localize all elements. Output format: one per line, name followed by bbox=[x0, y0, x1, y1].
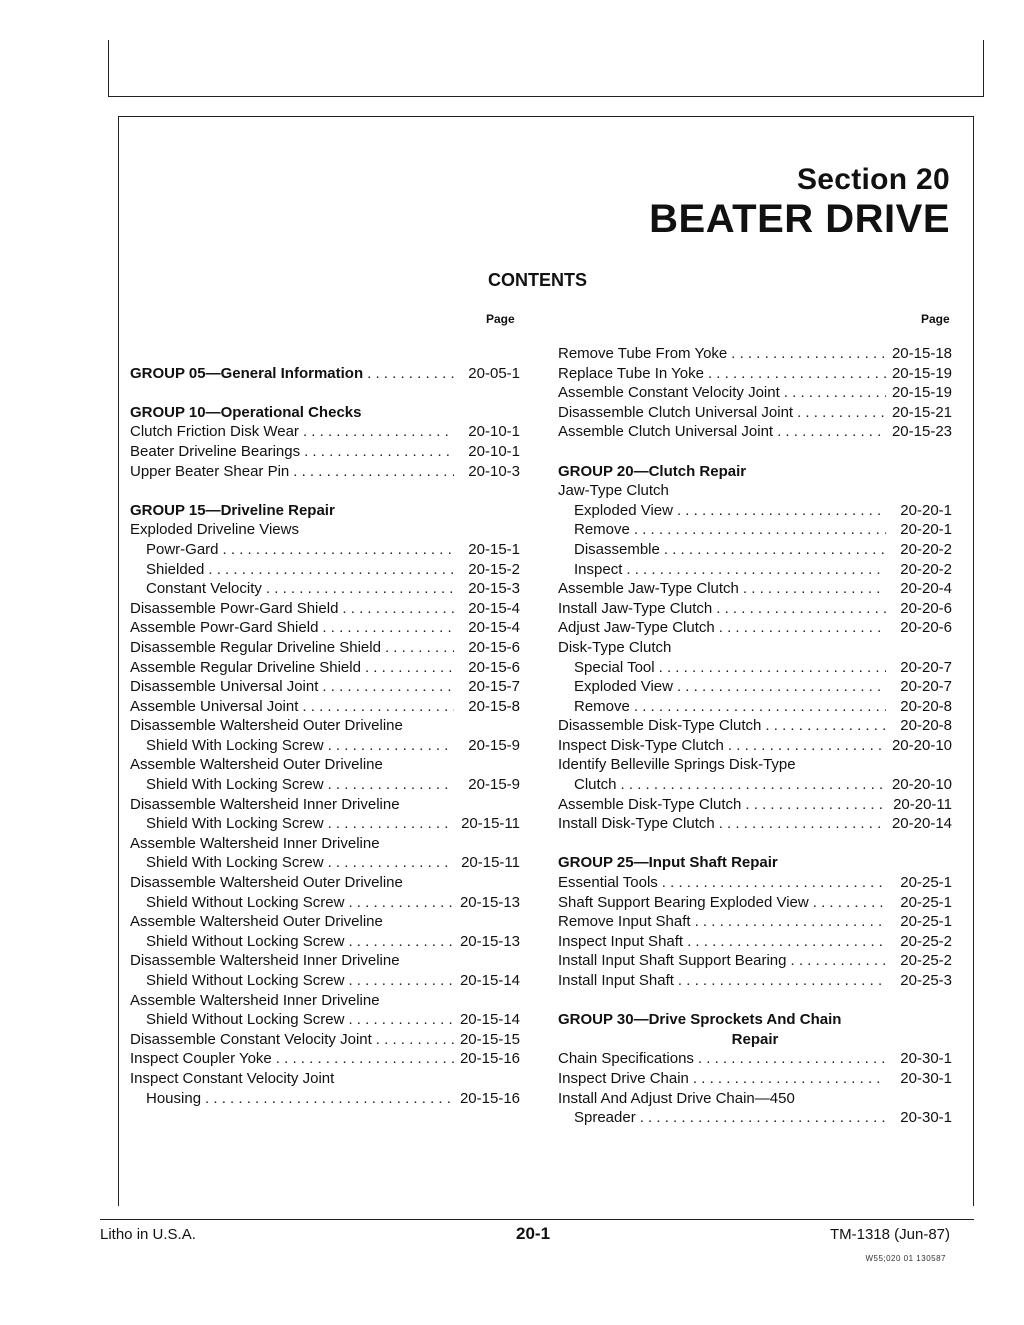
entry-title: Assemble Clutch Universal Joint bbox=[558, 423, 774, 441]
group-heading-text: GROUP 30—Drive Sprockets And Chain bbox=[558, 1011, 842, 1029]
group-heading bbox=[558, 462, 952, 482]
entry-page-number: 20-15-4 bbox=[468, 599, 520, 617]
entry-title: Assemble Powr-Gard Shield bbox=[130, 619, 319, 637]
entry-title: Inspect bbox=[574, 560, 623, 578]
contents-entry bbox=[558, 422, 952, 442]
group-heading bbox=[130, 364, 520, 384]
contents-entry bbox=[130, 951, 520, 971]
entry-page-number: 20-30-1 bbox=[900, 1050, 952, 1068]
entry-title: Assemble Universal Joint bbox=[130, 697, 299, 715]
dot-leader bbox=[365, 658, 454, 678]
dot-leader bbox=[634, 697, 886, 717]
dot-leader bbox=[634, 520, 886, 540]
entry-title: Disassemble Universal Joint bbox=[130, 678, 319, 696]
contents-entry bbox=[558, 579, 952, 599]
dot-leader bbox=[719, 618, 886, 638]
contents-entry bbox=[130, 1049, 520, 1069]
contents-entry bbox=[130, 697, 520, 717]
entry-page-number: 20-15-7 bbox=[468, 678, 520, 696]
dot-leader bbox=[223, 540, 454, 560]
entry-title: Shield With Locking Screw bbox=[146, 815, 324, 833]
entry-title: Install Input Shaft Support Bearing bbox=[558, 952, 787, 970]
contents-entry bbox=[130, 814, 520, 834]
entry-title: Inspect Coupler Yoke bbox=[130, 1050, 272, 1068]
entry-page-number: 20-15-16 bbox=[459, 1089, 520, 1107]
entry-title: Install Disk-Type Clutch bbox=[558, 815, 715, 833]
entry-title: Remove Tube From Yoke bbox=[558, 345, 728, 362]
footer-fine-print: W55;020 01 130587 bbox=[865, 1254, 946, 1263]
entry-page-number: 20-20-6 bbox=[900, 619, 952, 637]
page-column-label-left: Page bbox=[486, 312, 515, 326]
frame-line-right bbox=[973, 116, 974, 1206]
entry-title: Special Tool bbox=[574, 658, 655, 676]
dot-leader bbox=[777, 422, 886, 442]
crop-line-top-left-vertical bbox=[108, 40, 109, 96]
dot-leader bbox=[659, 658, 886, 678]
entry-page-number: 20-15-19 bbox=[891, 384, 952, 402]
entry-page-number: 20-20-2 bbox=[900, 540, 952, 558]
entry-title: Exploded Driveline Views bbox=[130, 521, 299, 539]
entry-page-number: 20-15-14 bbox=[459, 972, 520, 989]
contents-entry bbox=[130, 932, 520, 952]
dot-leader bbox=[626, 560, 886, 580]
entry-title: Clutch bbox=[574, 776, 617, 794]
entry-page-number: 20-20-8 bbox=[900, 697, 952, 715]
dot-leader bbox=[266, 579, 454, 599]
entry-title: Chain Specifications bbox=[558, 1050, 694, 1068]
entry-page-number: 20-20-8 bbox=[900, 717, 952, 735]
dot-leader bbox=[348, 893, 454, 913]
dot-leader bbox=[322, 677, 454, 697]
contents-entry bbox=[130, 579, 520, 599]
contents-entry bbox=[130, 736, 520, 756]
entry-title: Disassemble Waltersheid Inner Driveline bbox=[130, 952, 400, 970]
entry-title: Exploded View bbox=[574, 678, 673, 696]
entry-title: Assemble Waltersheid Inner Driveline bbox=[130, 834, 380, 852]
footer-manual-id: TM-1318 (Jun-87) bbox=[829, 1226, 950, 1243]
entry-page-number: 20-15-2 bbox=[468, 560, 520, 578]
entry-page-number: 20-15-21 bbox=[891, 403, 952, 421]
entry-title: Assemble Waltersheid Inner Driveline bbox=[130, 991, 380, 1009]
entry-title: Exploded View bbox=[574, 501, 673, 519]
dot-leader bbox=[664, 540, 886, 560]
frame-line-top bbox=[118, 116, 974, 117]
contents-entry bbox=[558, 1049, 952, 1069]
entry-page-number: 20-05-1 bbox=[468, 364, 520, 382]
dot-leader bbox=[765, 716, 886, 736]
contents-entry bbox=[130, 971, 520, 991]
entry-page-number: 20-20-4 bbox=[900, 580, 952, 598]
contents-entry bbox=[130, 1069, 520, 1089]
dot-leader bbox=[677, 677, 886, 697]
section-number: Section 20 bbox=[796, 163, 950, 196]
entry-page-number: 20-25-3 bbox=[900, 972, 952, 989]
dot-leader bbox=[640, 1108, 886, 1128]
contents-entry bbox=[130, 540, 520, 560]
dot-leader bbox=[348, 1010, 454, 1030]
entry-page-number: 20-20-10 bbox=[891, 776, 952, 794]
contents-entry bbox=[558, 893, 952, 913]
section-title: BEATER DRIVE bbox=[649, 197, 950, 241]
entry-page-number: 20-20-6 bbox=[900, 599, 952, 617]
dot-leader bbox=[695, 912, 886, 932]
entry-title: Disassemble bbox=[574, 540, 660, 558]
dot-leader bbox=[745, 795, 886, 815]
entry-title: Assemble Waltersheid Outer Driveline bbox=[130, 756, 383, 774]
entry-page-number: 20-15-16 bbox=[459, 1050, 520, 1068]
contents-entry bbox=[558, 775, 952, 795]
group-heading bbox=[558, 853, 952, 873]
group-heading-text: Repair bbox=[731, 1030, 779, 1048]
entry-page-number: 20-25-2 bbox=[900, 932, 952, 950]
dot-leader bbox=[716, 599, 886, 619]
entry-page-number: 20-15-4 bbox=[468, 619, 520, 637]
contents-entry bbox=[558, 736, 952, 756]
entry-page-number: 20-20-1 bbox=[900, 501, 952, 519]
entry-page-number: 20-20-11 bbox=[893, 795, 952, 813]
crop-line-top-horizontal bbox=[108, 96, 984, 97]
dot-leader bbox=[797, 403, 886, 423]
dot-leader bbox=[731, 344, 886, 364]
entry-title: Disassemble Powr-Gard Shield bbox=[130, 599, 339, 617]
contents-entry bbox=[558, 697, 952, 717]
contents-column-left bbox=[130, 344, 520, 1108]
contents-entry bbox=[558, 795, 952, 815]
entry-page-number: 20-15-19 bbox=[891, 364, 952, 382]
contents-entry bbox=[558, 364, 952, 384]
entry-title: Assemble Waltersheid Outer Driveline bbox=[130, 913, 383, 931]
contents-column-right bbox=[558, 344, 952, 1128]
entry-title: Assemble Jaw-Type Clutch bbox=[558, 580, 739, 598]
dot-leader bbox=[322, 618, 454, 638]
entry-page-number: 20-30-1 bbox=[900, 1109, 952, 1127]
contents-title: CONTENTS bbox=[488, 270, 587, 290]
contents-entry bbox=[130, 442, 520, 462]
contents-entry bbox=[558, 540, 952, 560]
contents-entry bbox=[558, 814, 952, 834]
contents-entry bbox=[130, 1030, 520, 1050]
contents-entry bbox=[130, 755, 520, 775]
entry-page-number: 20-20-10 bbox=[891, 736, 952, 754]
entry-title: Inspect Disk-Type Clutch bbox=[558, 736, 724, 754]
entry-title: Shield With Locking Screw bbox=[146, 776, 324, 794]
entry-title: Constant Velocity bbox=[146, 580, 262, 598]
entry-page-number: 20-10-3 bbox=[468, 462, 520, 480]
contents-entry bbox=[130, 658, 520, 678]
entry-title: Clutch Friction Disk Wear bbox=[130, 423, 299, 441]
entry-title: Install Input Shaft bbox=[558, 972, 674, 989]
entry-title: Shielded bbox=[146, 560, 205, 578]
entry-title: Disassemble Clutch Universal Joint bbox=[558, 403, 794, 421]
entry-page-number: 20-15-6 bbox=[468, 638, 520, 656]
dot-leader bbox=[208, 560, 454, 580]
entry-title: Jaw-Type Clutch bbox=[558, 482, 669, 500]
spacer bbox=[558, 991, 952, 1011]
entry-page-number: 20-15-6 bbox=[468, 658, 520, 676]
dot-leader bbox=[790, 951, 886, 971]
entry-title: Install Jaw-Type Clutch bbox=[558, 599, 713, 617]
contents-entry bbox=[558, 403, 952, 423]
entry-page-number: 20-15-11 bbox=[461, 854, 520, 872]
group-heading bbox=[558, 1010, 952, 1030]
dot-leader bbox=[205, 1089, 454, 1109]
dot-leader bbox=[348, 932, 454, 952]
dot-leader bbox=[687, 932, 886, 952]
contents-entry bbox=[130, 560, 520, 580]
group-heading-text: GROUP 05—General Information bbox=[130, 364, 364, 382]
entry-page-number: 20-20-1 bbox=[900, 521, 952, 539]
entry-title: Remove bbox=[574, 521, 630, 539]
entry-page-number: 20-15-11 bbox=[461, 815, 520, 833]
contents-entry bbox=[130, 520, 520, 540]
dot-leader bbox=[728, 736, 886, 756]
entry-page-number: 20-15-13 bbox=[459, 893, 520, 911]
entry-title: Shield With Locking Screw bbox=[146, 736, 324, 754]
spacer bbox=[130, 344, 520, 364]
entry-title: Inspect Constant Velocity Joint bbox=[130, 1069, 335, 1087]
contents-entry bbox=[130, 912, 520, 932]
contents-entry bbox=[130, 677, 520, 697]
entry-page-number: 20-20-7 bbox=[900, 678, 952, 696]
contents-entry bbox=[130, 795, 520, 815]
spacer bbox=[558, 834, 952, 854]
entry-title: Inspect Input Shaft bbox=[558, 932, 684, 950]
contents-entry bbox=[130, 618, 520, 638]
entry-page-number: 20-25-1 bbox=[900, 913, 952, 931]
contents-entry bbox=[558, 618, 952, 638]
entry-page-number: 20-25-1 bbox=[900, 874, 952, 892]
contents-entry bbox=[130, 1089, 520, 1109]
entry-title: Powr-Gard bbox=[146, 540, 219, 558]
entry-page-number: 20-15-1 bbox=[468, 540, 520, 558]
contents-entry bbox=[558, 520, 952, 540]
contents-entry bbox=[130, 834, 520, 854]
contents-entry bbox=[558, 1089, 952, 1109]
dot-leader bbox=[621, 775, 886, 795]
contents-entry bbox=[558, 755, 952, 775]
dot-leader bbox=[693, 1069, 886, 1089]
entry-title: Remove Input Shaft bbox=[558, 913, 691, 931]
crop-line-top-right-vertical bbox=[983, 40, 984, 96]
entry-page-number: 20-15-18 bbox=[891, 345, 952, 362]
dot-leader bbox=[385, 638, 454, 658]
frame-line-bottom bbox=[100, 1219, 974, 1220]
contents-entry bbox=[558, 932, 952, 952]
dot-leader bbox=[708, 364, 886, 384]
contents-entry bbox=[558, 638, 952, 658]
group-heading bbox=[558, 1030, 952, 1050]
contents-entry bbox=[130, 1010, 520, 1030]
entry-title: Inspect Drive Chain bbox=[558, 1069, 689, 1087]
entry-page-number: 20-10-1 bbox=[468, 423, 520, 441]
entry-title: Disassemble Regular Driveline Shield bbox=[130, 638, 381, 656]
contents-entry bbox=[130, 991, 520, 1011]
frame-line-left bbox=[118, 116, 119, 1206]
dot-leader bbox=[678, 971, 886, 991]
dot-leader bbox=[367, 364, 454, 384]
contents-entry bbox=[130, 893, 520, 913]
entry-title: Assemble Disk-Type Clutch bbox=[558, 795, 742, 813]
entry-title: Disassemble Constant Velocity Joint bbox=[130, 1030, 372, 1048]
contents-entry bbox=[558, 677, 952, 697]
page-column-label-right: Page bbox=[921, 312, 950, 326]
dot-leader bbox=[348, 971, 454, 991]
dot-leader bbox=[784, 383, 886, 403]
entry-title: Spreader bbox=[574, 1109, 636, 1127]
spacer bbox=[130, 383, 520, 403]
entry-page-number: 20-20-2 bbox=[900, 560, 952, 578]
footer-page-number: 20-1 bbox=[516, 1224, 551, 1243]
contents-entry bbox=[558, 1108, 952, 1128]
entry-page-number: 20-15-15 bbox=[459, 1030, 520, 1048]
entry-title: Beater Driveline Bearings bbox=[130, 442, 301, 460]
contents-entry bbox=[558, 951, 952, 971]
contents-entry bbox=[130, 599, 520, 619]
entry-title: Shield Without Locking Screw bbox=[146, 1011, 345, 1029]
dot-leader bbox=[813, 893, 886, 913]
entry-page-number: 20-25-2 bbox=[900, 952, 952, 970]
dot-leader bbox=[293, 462, 454, 482]
contents-entry bbox=[558, 344, 952, 364]
entry-page-number: 20-15-9 bbox=[468, 736, 520, 754]
contents-entry bbox=[130, 422, 520, 442]
contents-entry bbox=[558, 873, 952, 893]
dot-leader bbox=[662, 873, 886, 893]
dot-leader bbox=[328, 775, 454, 795]
entry-page-number: 20-15-3 bbox=[468, 580, 520, 598]
entry-title: Shield Without Locking Screw bbox=[146, 972, 345, 989]
entry-page-number: 20-15-8 bbox=[468, 697, 520, 715]
contents-entry bbox=[130, 853, 520, 873]
entry-title: Identify Belleville Springs Disk-Type bbox=[558, 756, 796, 774]
section-heading bbox=[649, 163, 950, 241]
entry-title: Assemble Constant Velocity Joint bbox=[558, 384, 780, 402]
entry-title: Disassemble Waltersheid Outer Driveline bbox=[130, 874, 403, 892]
entry-title: Assemble Regular Driveline Shield bbox=[130, 658, 361, 676]
entry-title: Disassemble Waltersheid Inner Driveline bbox=[130, 795, 400, 813]
dot-leader bbox=[743, 579, 886, 599]
contents-entry bbox=[558, 383, 952, 403]
group-heading-text: GROUP 15—Driveline Repair bbox=[130, 501, 335, 519]
group-heading-text: GROUP 25—Input Shaft Repair bbox=[558, 854, 778, 872]
dot-leader bbox=[328, 853, 454, 873]
contents-entry bbox=[558, 912, 952, 932]
entry-title: Disassemble Disk-Type Clutch bbox=[558, 717, 762, 735]
entry-title: Adjust Jaw-Type Clutch bbox=[558, 619, 715, 637]
entry-title: Shield Without Locking Screw bbox=[146, 932, 345, 950]
entry-title: Install And Adjust Drive Chain—450 bbox=[558, 1089, 795, 1107]
contents-entry bbox=[558, 560, 952, 580]
contents-entry bbox=[558, 1069, 952, 1089]
entry-title: Disk-Type Clutch bbox=[558, 638, 672, 656]
entry-page-number: 20-15-13 bbox=[459, 932, 520, 950]
contents-entry bbox=[130, 638, 520, 658]
contents-entry bbox=[558, 599, 952, 619]
entry-page-number: 20-30-1 bbox=[900, 1069, 952, 1087]
contents-entry bbox=[130, 716, 520, 736]
group-heading bbox=[130, 501, 520, 521]
dot-leader bbox=[698, 1049, 886, 1069]
footer-litho: Litho in U.S.A. bbox=[100, 1226, 196, 1243]
dot-leader bbox=[328, 814, 454, 834]
entry-title: Shield With Locking Screw bbox=[146, 854, 324, 872]
entry-page-number: 20-25-1 bbox=[900, 893, 952, 911]
dot-leader bbox=[342, 599, 454, 619]
dot-leader bbox=[328, 736, 454, 756]
contents-entry bbox=[130, 873, 520, 893]
entry-page-number: 20-15-9 bbox=[468, 776, 520, 794]
spacer bbox=[130, 481, 520, 501]
entry-page-number: 20-15-14 bbox=[459, 1011, 520, 1029]
entry-page-number: 20-10-1 bbox=[468, 442, 520, 460]
dot-leader bbox=[677, 501, 886, 521]
entry-page-number: 20-15-23 bbox=[891, 423, 952, 441]
entry-title: Disassemble Waltersheid Outer Driveline bbox=[130, 717, 403, 735]
entry-title: Remove bbox=[574, 697, 630, 715]
group-heading bbox=[130, 403, 520, 423]
dot-leader bbox=[719, 814, 886, 834]
contents-entry bbox=[130, 462, 520, 482]
contents-entry bbox=[130, 775, 520, 795]
contents-entry bbox=[558, 501, 952, 521]
contents-entry bbox=[558, 971, 952, 991]
contents-entry bbox=[558, 716, 952, 736]
dot-leader bbox=[302, 697, 454, 717]
spacer bbox=[558, 442, 952, 462]
group-heading-text: GROUP 10—Operational Checks bbox=[130, 403, 362, 421]
entry-title: Housing bbox=[146, 1089, 202, 1107]
entry-title: Shield Without Locking Screw bbox=[146, 893, 345, 911]
entry-page-number: 20-20-14 bbox=[891, 815, 952, 833]
dot-leader bbox=[276, 1049, 454, 1069]
contents-entry bbox=[558, 481, 952, 501]
entry-title: Replace Tube In Yoke bbox=[558, 364, 704, 382]
dot-leader bbox=[303, 422, 454, 442]
entry-page-number: 20-20-7 bbox=[900, 658, 952, 676]
dot-leader bbox=[376, 1030, 454, 1050]
dot-leader bbox=[304, 442, 454, 462]
entry-title: Upper Beater Shear Pin bbox=[130, 462, 290, 480]
group-heading-text: GROUP 20—Clutch Repair bbox=[558, 462, 747, 480]
entry-title: Shaft Support Bearing Exploded View bbox=[558, 893, 809, 911]
contents-entry bbox=[558, 658, 952, 678]
entry-title: Essential Tools bbox=[558, 874, 658, 892]
